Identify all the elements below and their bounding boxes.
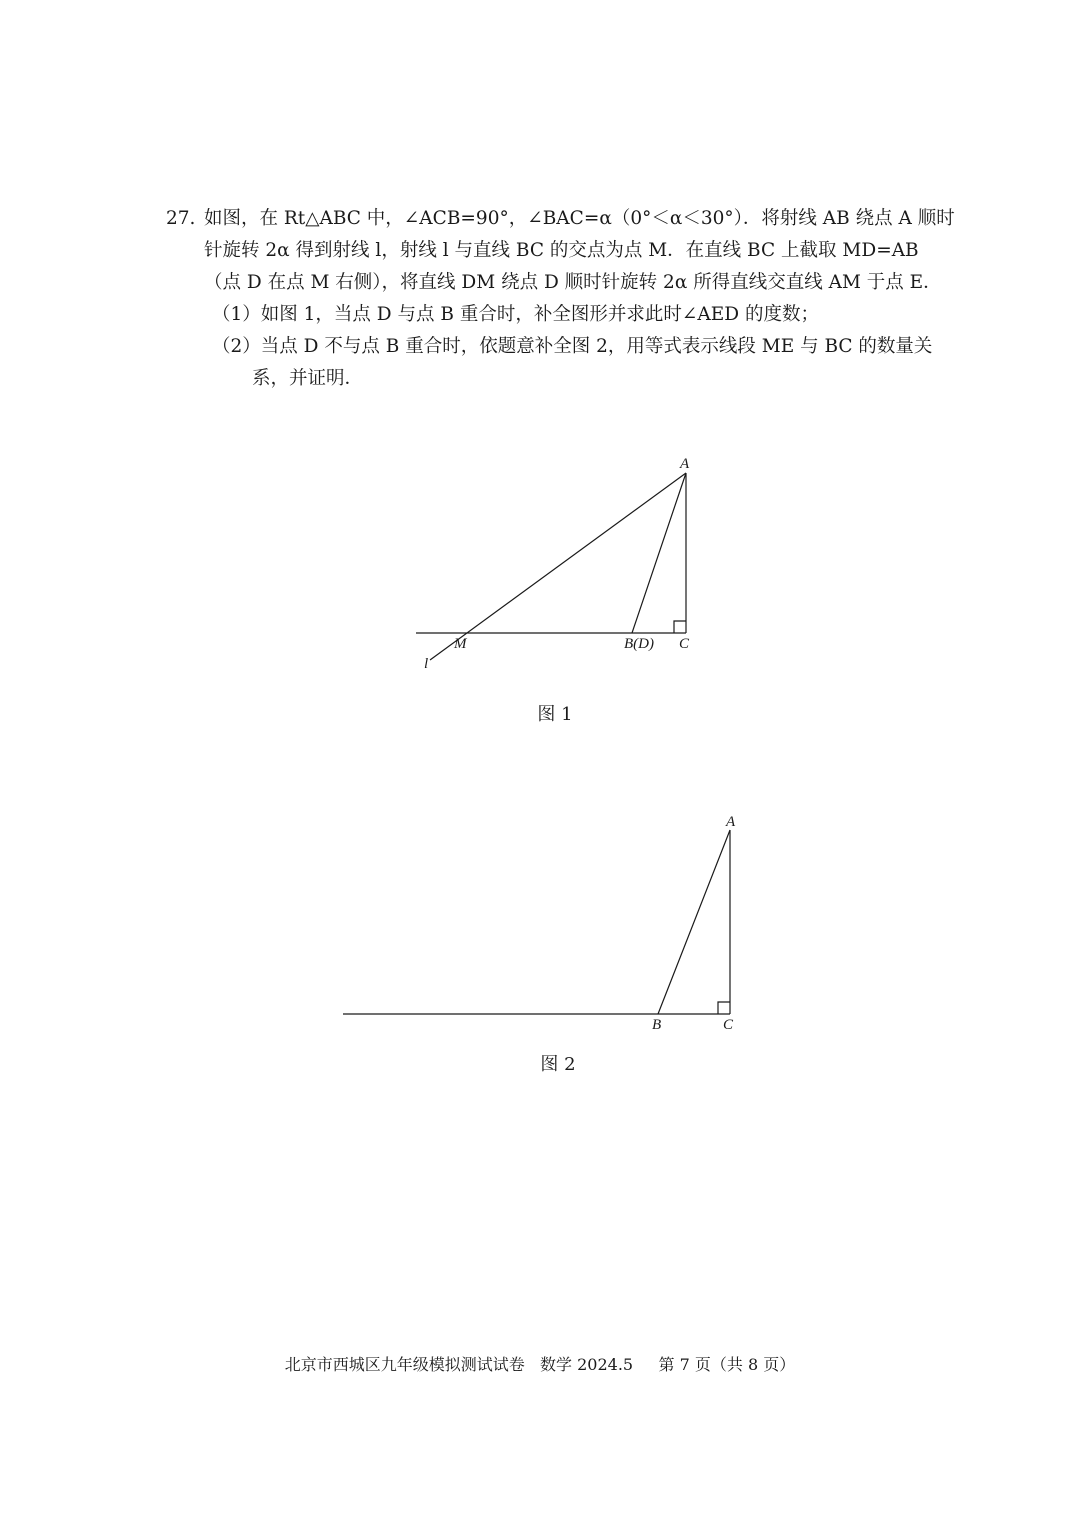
page-footer: 北京市西城区九年级模拟测试试卷 数学 2024.5 第 7 页（共 8 页）: [284, 1355, 796, 1374]
problem-part-1: （1）如图 1，当点 D 与点 B 重合时，补全图形并求此时∠AED 的度数；: [212, 304, 819, 325]
figure-2-caption: 图 2: [540, 1054, 576, 1075]
problem-text-line-2: 针旋转 2α 得到射线 l，射线 l 与直线 BC 的交点为点 M．在直线 BC 上截取 MD=AB: [204, 240, 919, 261]
line-ab-fig2: [658, 830, 730, 1014]
label-a-fig1: A: [680, 456, 690, 472]
line-ab-fig1: [632, 473, 686, 633]
figure-1: [400, 450, 720, 680]
problem-text-line-1: 如图，在 Rt△ABC 中，∠ACB=90°，∠BAC=α（0°＜α＜30°）．将射线 AB 绕点 A 顺时: [204, 208, 955, 229]
problem-number: 27.: [166, 208, 196, 229]
figure-2: [330, 810, 750, 1040]
problem-line-1: [166, 203, 955, 235]
figure-1-caption: 图 1: [537, 704, 573, 725]
problem-part-2-line-2: 系，并证明．: [252, 368, 364, 389]
problem-27: [166, 203, 955, 395]
label-bd-fig1: B(D): [624, 636, 654, 652]
label-c-fig2: C: [723, 1017, 734, 1033]
right-angle-mark-fig2: [718, 1002, 730, 1014]
label-l-fig1: l: [424, 656, 429, 672]
label-b-fig2: B: [652, 1017, 662, 1033]
label-m-fig1: M: [454, 636, 467, 652]
label-c-fig1: C: [679, 636, 690, 652]
ray-l-fig1: [430, 473, 686, 660]
problem-part-2-line-1: （2）当点 D 不与点 B 重合时，依题意补全图 2，用等式表示线段 ME 与 BC 的数量关: [212, 336, 933, 357]
label-a-fig2: A: [726, 814, 736, 830]
right-angle-mark-fig1: [674, 621, 686, 633]
problem-text-line-3: （点 D 在点 M 右侧），将直线 DM 绕点 D 顺时针旋转 2α 所得直线交直线 AM 于点 E．: [204, 272, 942, 293]
